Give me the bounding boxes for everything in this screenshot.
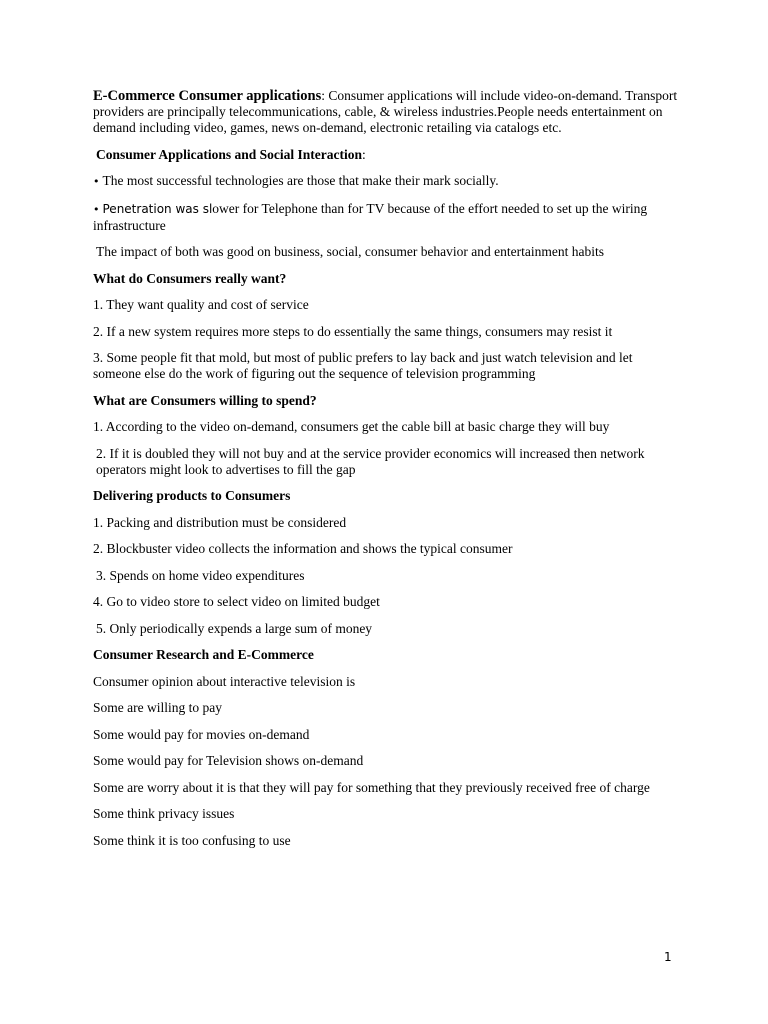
want-item-1: 1. They want quality and cost of service [93,297,309,312]
bullet-icon: • [93,202,100,216]
spend-item-2: 2. If it is doubled they will not buy and at the service provider economics will increased then network operators might look to advertises to fill the gap [96,445,645,477]
research-item-3: Some would pay for movies on-demand [93,726,310,742]
social-bullet-2 [93,201,678,234]
intro-colon: : [321,88,325,103]
delivering-item-1: 1. Packing and distribution must be considered [93,514,347,530]
research-item-5: Some are worry about it is that they will pay for something that they previously received free of charge [93,779,650,795]
want-item-3: 3. Some people fit that mold, but most of public prefers to lay back and just watch television and let someone else do the work of figuring out the sequence of television programming [93,350,633,381]
intro-title: E-Commerce Consumer applications [93,88,322,104]
page-number: 1 [664,950,672,964]
want-heading: What do Consumers really want? [93,270,287,286]
intro-paragraph [93,88,678,136]
document-body [93,88,678,859]
research-heading: Consumer Research and E-Commerce [93,647,314,662]
delivering-heading: Delivering products to Consumers [93,488,291,503]
intro-text: Consumer applications will include video-on-demand. Transport providers are principally telecommunications, cable, & wireless industries.People needs entertainment on demand including video, games, news on-demand, electronic retailing via catalogs etc. [93,88,678,135]
delivering-item-3: 3. Spends on home video expenditures [96,567,305,583]
research-item-6: Some think privacy issues [93,806,235,821]
bullet-icon: • [93,175,100,188]
social-bullet-1 [93,173,678,190]
delivering-item-2: 2. Blockbuster video collects the information and shows the typical consumer [93,541,513,556]
social-bullet-1-text: The most successful technologies are those that make their mark socially. [102,173,499,188]
social-heading: Consumer Applications and Social Interaction [96,146,363,162]
social-impact: The impact of both was good on business, social, consumer behavior and entertainment habits [96,244,605,259]
research-item-7: Some think it is too confusing to use [93,832,291,848]
want-item-2: 2. If a new system requires more steps to do essentially the same things, consumers may resist it [93,323,613,339]
research-item-4: Some would pay for Television shows on-demand [93,753,364,768]
social-bullet-2-text: ower for Telephone than for TV because of the effort needed to set up the wiring infrastructure [93,200,648,233]
spend-item-1: 1. According to the video on-demand, consumers get the cable bill at basic charge they will buy [93,419,610,434]
research-item-1: Consumer opinion about interactive television is [93,673,356,689]
spend-heading: What are Consumers willing to spend? [93,392,317,408]
research-item-2: Some are willing to pay [93,700,222,715]
social-bullet-2-sans: Penetration was sl [102,201,213,216]
social-heading-line [93,147,678,163]
delivering-item-5: 5. Only periodically expends a large sum of money [96,620,373,636]
delivering-item-4: 4. Go to video store to select video on limited budget [93,594,380,609]
social-heading-colon: : [362,146,366,162]
